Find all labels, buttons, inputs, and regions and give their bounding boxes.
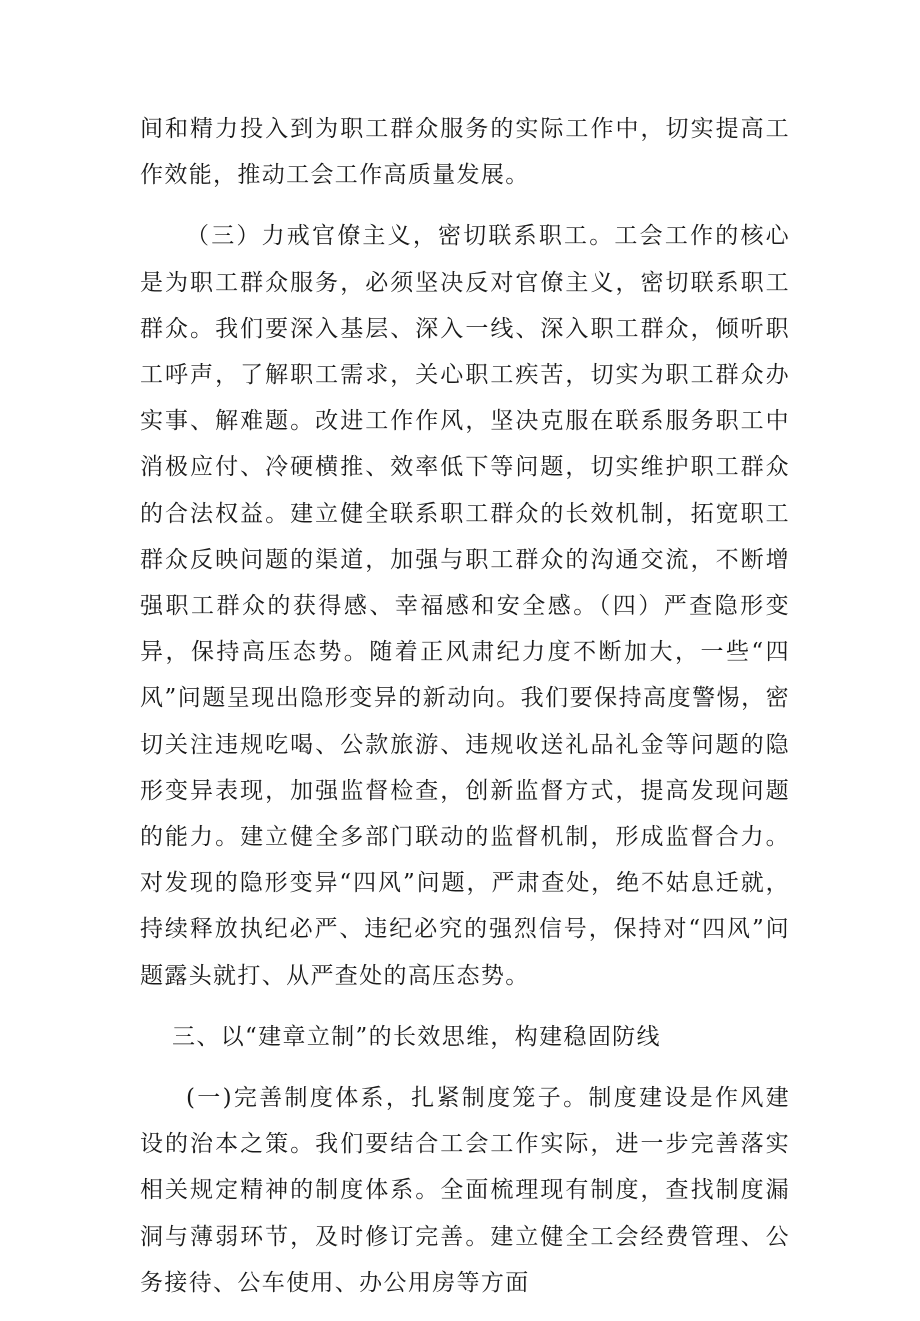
section-heading-3: 三、以“建章立制”的长效思维，构建稳固防线	[172, 1023, 661, 1050]
document-body	[140, 106, 790, 1321]
paragraph-section-3-4: （三）力戒官僚主义，密切联系职工。工会工作的核心是为职工群众服务，必须坚决反对官僚主义，密切联系职工群众。我们要深入基层、深入一线、深入职工群众，倾听职工呼声，了解职工需求，关心职工疾苦，切实为职工群众办实事、解难题。改进工作作风，坚决克服在联系服务职工中消极应付、冷硬横推、效率低下等问题，切实维护职工群众的合法权益。建立健全联系职工群众的长效机制，拓宽职工群众反映问题的渠道，加强与职工群众的沟通交流，不断增强职工群众的获得感、幸福感和安全感。（四）严查隐形变异，保持高压态势。随着正风肃纪力度不断加大，一些“四风”问题呈现出隐形变异的新动向。我们要保持高度警惕，密切关注违规吃喝、公款旅游、违规收送礼品礼金等问题的隐形变异表现，加强监督检查，创新监督方式，提高发现问题的能力。建立健全多部门联动的监督机制，形成监督合力。对发现的隐形变异“四风”问题，严肃查处，绝不姑息迁就，持续释放执纪必严、违纪必究的强烈信号，保持对“四风”问题露头就打、从严查处的高压态势。	[140, 223, 790, 989]
paragraph-subsection-1: (一)完善制度体系，扎紧制度笼子。制度建设是作风建设的治本之策。我们要结合工会工作实际，进一步完善落实相关规定精神的制度体系。全面梳理现有制度，查找制度漏洞与薄弱环节，及时修订完善。建立健全工会经费管理、公务接待、公车使用、办公用房等方面	[140, 1085, 790, 1296]
paragraph-continuation: 间和精力投入到为职工群众服务的实际工作中，切实提高工作效能，推动工会工作高质量发展。	[140, 116, 790, 189]
